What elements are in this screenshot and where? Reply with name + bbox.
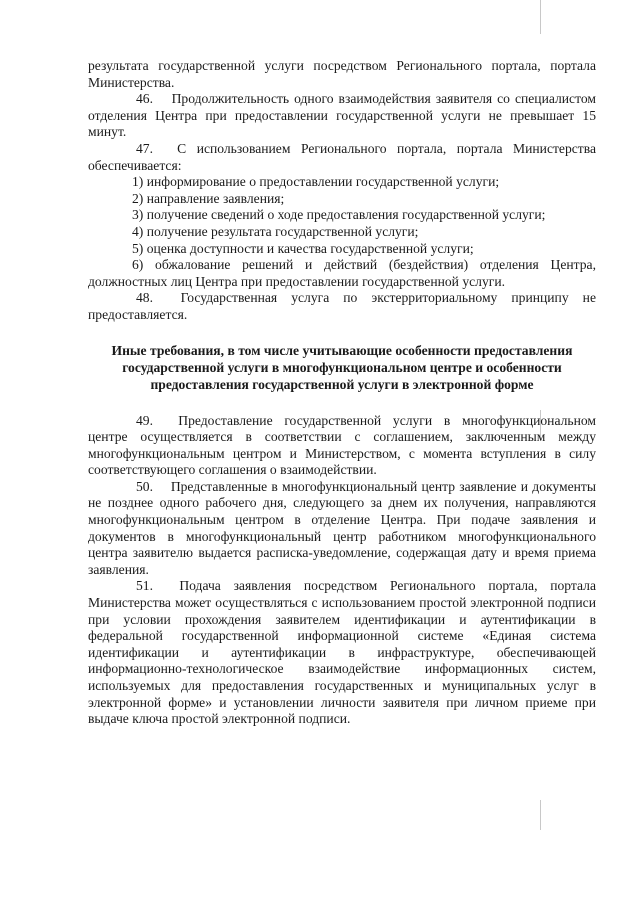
paragraph-51: 51. Подача заявления посредством Регионального портала, портала Министерства может осуществляться с использованием простой электронной подписи при условии прохождения заявителем идентификации и аутентификации в федеральной государственной информационной системе «Единая система идентификации и аутентификации в инфраструктуре, обеспечивающей информационно-технологическое взаимодействие информационных систем, используемых для предоставления государственных и муниципальных услуг в электронной форме» и установлении личности заявителя при личном приеме при выдаче ключа простой электронной подписи. [88, 578, 596, 727]
paragraph-50: 50. Представленные в многофункциональный центр заявление и документы не позднее одного рабочего дня, следующего за днем их получения, направляются многофункциональным центром в отделение Центра. При подаче заявления и документов в многофункциональный центр работником многофункционального центра заявителю выдается расписка-уведомление, содержащая дату и время приема заявления. [88, 478, 596, 577]
document-body [88, 58, 596, 728]
paragraph-intro: результата государственной услуги посредством Регионального портала, портала Министерства. [88, 58, 596, 90]
list-item: 2) направление заявления; [132, 190, 285, 206]
list-item: 5) оценка доступности и качества государственной услуги; [132, 240, 474, 256]
list-item: 3) получение сведений о ходе предоставления государственной услуги; [132, 207, 546, 223]
list-item: 4) получение результата государственной услуги; [132, 223, 419, 239]
section-heading: Иные требования, в том числе учитывающие особенности предоставления государственной услуги в многофункциональном центре и особенности предоставления государственной услуги в электронной форме [111, 342, 573, 392]
paragraph-47: 47. С использованием Регионального портала, портала Министерства обеспечивается: [88, 140, 596, 173]
scan-edge-mark [540, 800, 541, 830]
paragraph-46: 46. Продолжительность одного взаимодействия заявителя со специалистом отделения Центра при предоставлении государственной услуги не превышает 15 минут. [88, 91, 596, 140]
paragraph-48: 48. Государственная услуга по экстерриториальному принципу не предоставляется. [88, 290, 596, 322]
list-item-text: 6) обжалование решений и действий (бездействия) отделения Центра, должностных лиц Центра при предоставлении государственной услуги. [88, 257, 596, 289]
list-item [88, 257, 596, 290]
paragraph-49: 49. Предоставление государственной услуги в многофункциональном центре осуществляется в соответствии с соглашением, заключенным между многофункциональным центром и Министерством, с момента вступления в силу соответствующего соглашения о взаимодействии. [88, 412, 596, 478]
list-item: 1) информирование о предоставлении государственной услуги; [132, 174, 500, 190]
scan-edge-mark [540, 0, 541, 34]
